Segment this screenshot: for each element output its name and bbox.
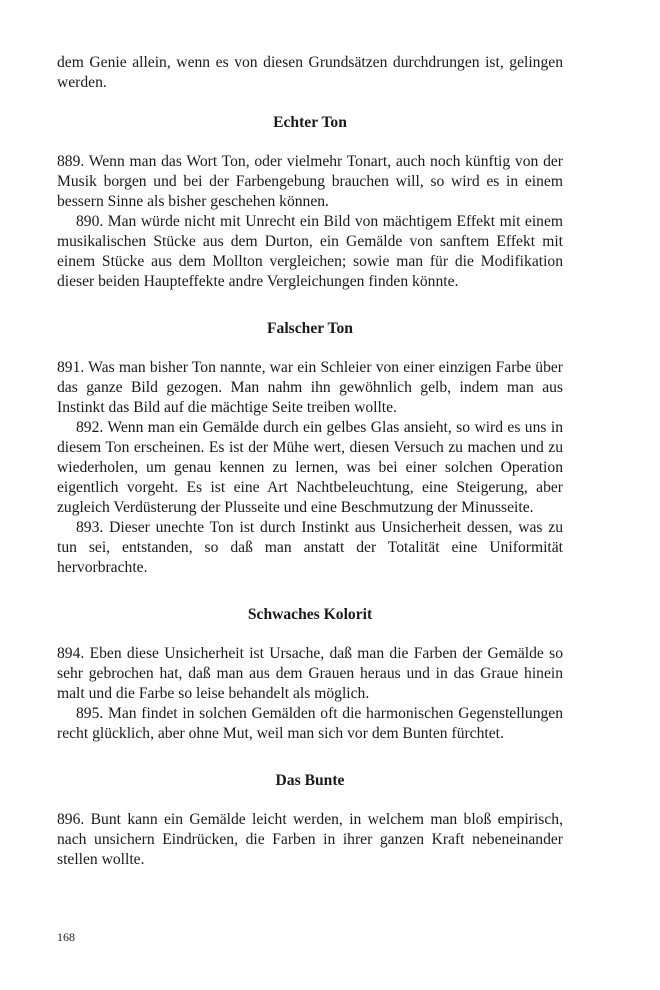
- paragraph-896: 896. Bunt kann ein Gemälde leicht werden, in welchem man bloß empirisch, nach unsichern Eindrücken, die Farben in ihrer ganzen Kraft nebeneinander stellen wollte.: [57, 811, 563, 868]
- section-heading: Falscher Ton: [267, 320, 353, 337]
- section-schwaches-kolorit: [57, 605, 563, 744]
- section-heading: Echter Ton: [273, 114, 347, 131]
- page-number: 168: [57, 930, 75, 944]
- paragraph-894: 894. Eben diese Unsicherheit ist Ursache, daß man die Farben der Gemälde so sehr gebrochen hat, daß man aus dem Grauen heraus und in das Graue hinein malt und die Farbe so leise behandelt als möglich.: [57, 645, 563, 702]
- paragraph-892: 892. Wenn man ein Gemälde durch ein gelbes Glas ansieht, so wird es uns in diesem Ton erscheinen. Es ist der Mühe wert, diesen Versuch zu machen und zu wiederholen, um genau kennen zu lernen, was bei einer solchen Operation eigentlich vorgeht. Es ist eine Art Nachtbeleuchtung, eine Steigerung, aber zugleich Verdüsterung der Plusseite und eine Beschmutzung der Minusseite.: [57, 419, 563, 516]
- opening-paragraph: dem Genie allein, wenn es von diesen Grundsätzen durchdrungen ist, gelingen werden.: [57, 54, 563, 91]
- paragraph-891: 891. Was man bisher Ton nannte, war ein Schleier von einer einzigen Farbe über das ganze Bild gezogen. Man nahm ihn gewöhnlich gelb, indem man aus Instinkt das Bild auf die mächtige Seite treiben wollte.: [57, 359, 563, 416]
- section-falscher-ton: [57, 319, 563, 578]
- paragraph-889: 889. Wenn man das Wort Ton, oder vielmehr Tonart, auch noch künftig von der Musik borgen und bei der Farbengebung brauchen will, so wird es in einem bessern Sinne als bisher geschehen können.: [57, 153, 563, 210]
- paragraph-893: 893. Dieser unechte Ton ist durch Instinkt aus Unsicherheit dessen, was zu tun sei, entstanden, so daß man anstatt der Totalität eine Uniformität hervorbrachte.: [57, 519, 563, 576]
- page-body: [57, 53, 563, 870]
- paragraph-895: 895. Man findet in solchen Gemälden oft die harmonischen Gegenstellungen recht glücklich, aber ohne Mut, weil man sich vor dem Bunten fürchtet.: [57, 705, 563, 742]
- section-das-bunte: [57, 771, 563, 870]
- section-heading: Das Bunte: [275, 772, 345, 789]
- paragraph-890: 890. Man würde nicht mit Unrecht ein Bild von mächtigem Effekt mit einem musikalischen Stücke aus dem Durton, ein Gemälde von sanftem Effekt mit einem Stücke aus dem Mollton vergleichen; sowie man für die Modifikation dieser beiden Haupteffekte andre Vergleichungen finden könnte.: [57, 213, 563, 290]
- section-echter-ton: [57, 113, 563, 292]
- section-heading: Schwaches Kolorit: [247, 606, 373, 623]
